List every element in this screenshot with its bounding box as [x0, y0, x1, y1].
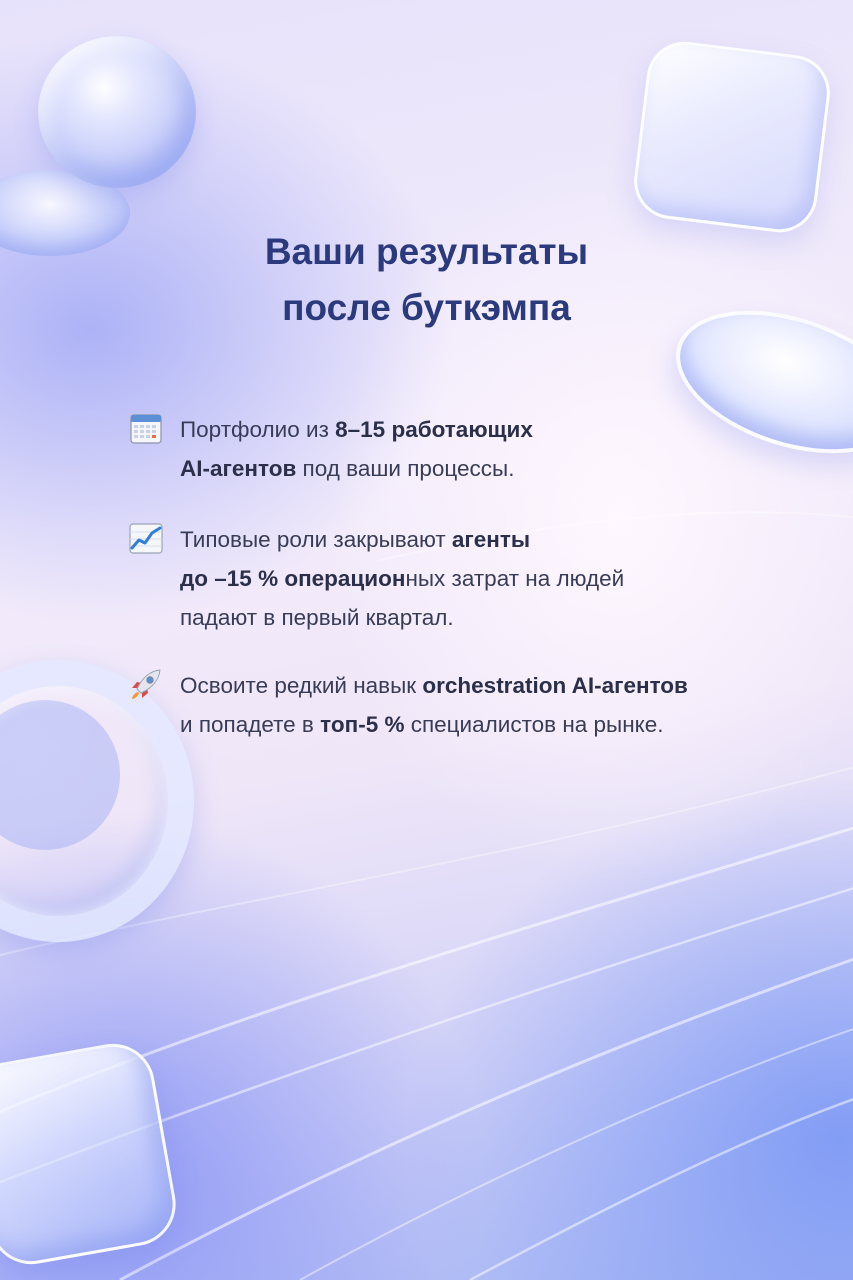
result-item-text — [180, 520, 800, 637]
text-segment: специалистов на рынке. — [404, 712, 664, 737]
text-segment: под ваши процессы. — [296, 456, 515, 481]
result-item-text — [180, 666, 800, 744]
text-segment: падают в первый квартал. — [180, 605, 454, 630]
bold-text-segment: топ-5 % — [320, 712, 405, 737]
title-line-1: Ваши результаты — [264, 231, 589, 272]
glass-cube-decoration-top — [630, 37, 834, 236]
text-segment: Освоите редкий навык — [180, 673, 423, 698]
bold-text-segment: агенты — [451, 527, 531, 552]
result-item-text — [180, 410, 800, 488]
title-line-2: после буткэмпа — [282, 287, 571, 328]
bold-text-segment: 8–15 работающих — [335, 417, 533, 442]
page-title — [0, 224, 853, 336]
bold-text-segment: AI-агентов — [180, 456, 297, 481]
calendar-icon — [128, 410, 164, 446]
glass-sphere-decoration — [38, 36, 196, 188]
text-segment: Типовые роли закрывают — [180, 527, 452, 552]
text-segment: ных затрат на людей — [405, 566, 625, 591]
rocket-icon — [128, 666, 164, 702]
bold-text-segment: до –15 % операцион — [180, 566, 406, 591]
chart-increasing-icon — [128, 520, 164, 556]
text-segment: и попадете в — [180, 712, 321, 737]
text-segment: Портфолио из — [180, 417, 336, 442]
bold-text-segment: orchestration AI-агентов — [422, 673, 688, 698]
